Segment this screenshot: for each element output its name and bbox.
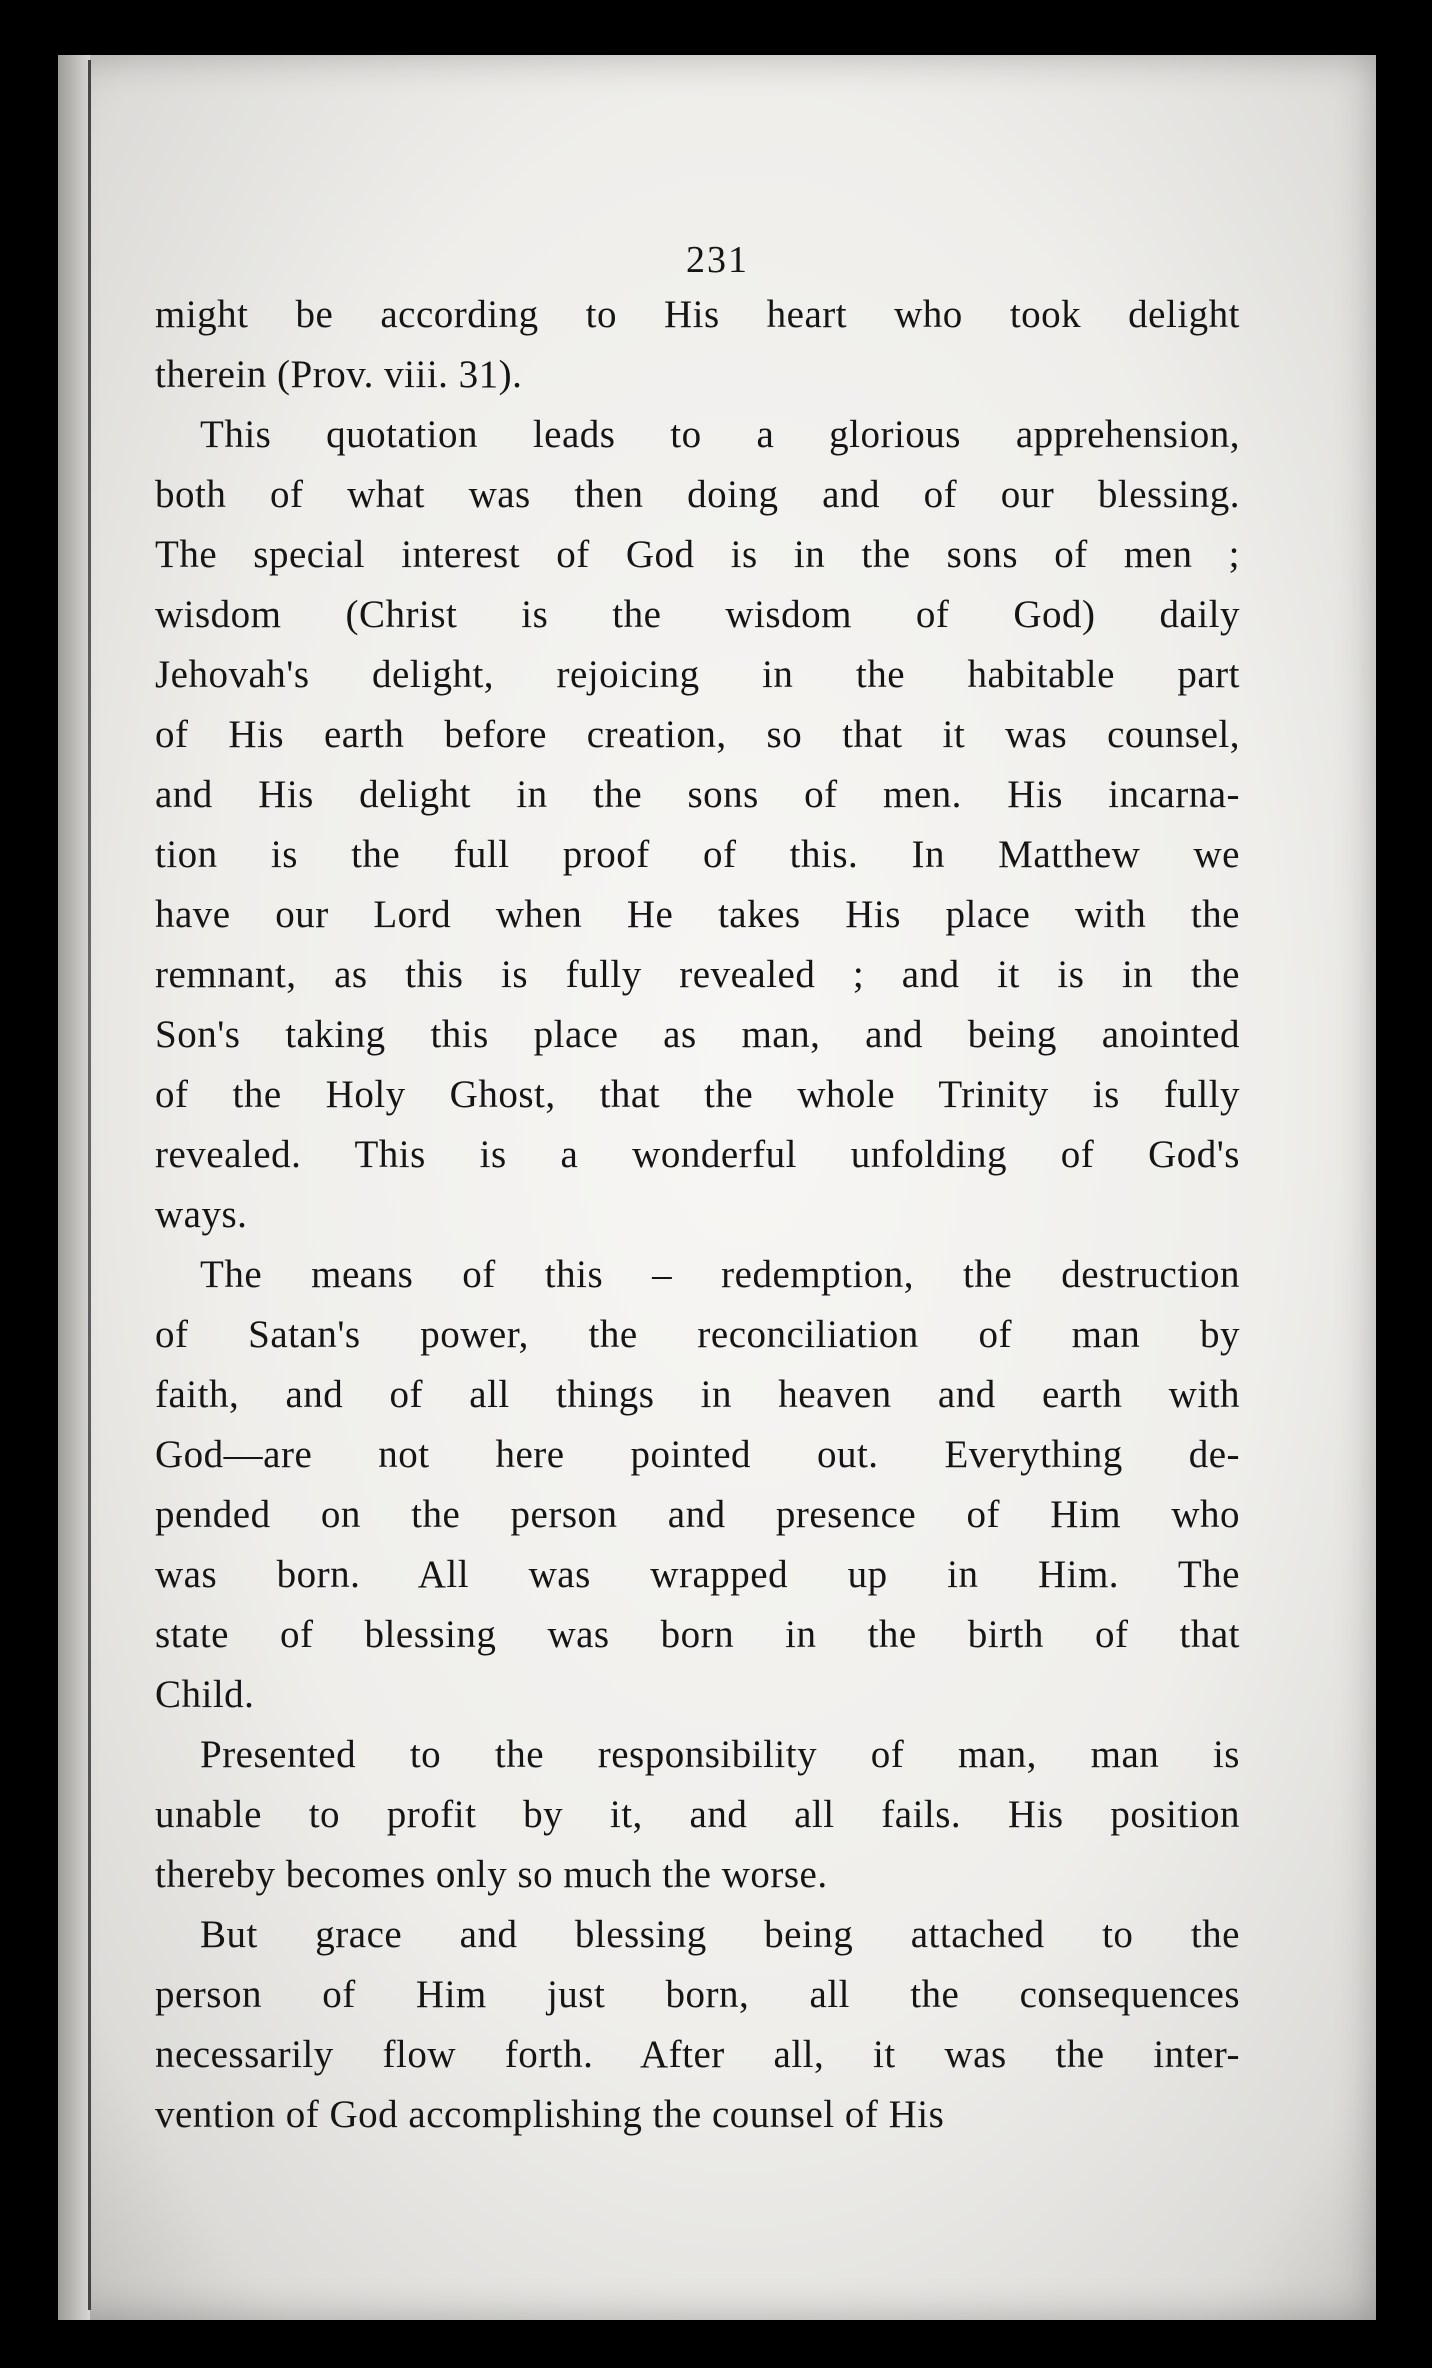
text-line: both of what was then doing and of our blessing. [155, 473, 1240, 516]
paragraph [155, 1245, 1240, 1725]
text-line: might be according to His heart who took delight [155, 293, 1240, 336]
text-line: The means of this – redemption, the destruction [200, 1253, 1240, 1296]
page-text [155, 240, 1240, 2145]
text-line: necessarily flow forth. After all, it was the inter- [155, 2033, 1240, 2076]
text-line: tion is the full proof of this. In Matthew we [155, 833, 1240, 876]
paragraph [155, 1725, 1240, 1905]
text-line: This quotation leads to a glorious apprehension, [200, 413, 1240, 456]
text-line: remnant, as this is fully revealed ; and it is in the [155, 953, 1240, 996]
text-line: But grace and blessing being attached to the [200, 1913, 1240, 1956]
text-line: unable to profit by it, and all fails. His position [155, 1793, 1240, 1836]
paragraph [155, 285, 1240, 405]
text-line: of His earth before creation, so that it was counsel, [155, 713, 1240, 756]
paragraph [155, 1905, 1240, 2145]
text-line: pended on the person and presence of Him who [155, 1493, 1240, 1536]
text-line: vention of God accomplishing the counsel of His [155, 2093, 945, 2136]
text-line: of Satan's power, the reconciliation of man by [155, 1313, 1240, 1356]
text-line: Son's taking this place as man, and being anointed [155, 1013, 1240, 1056]
paragraph [155, 405, 1240, 1245]
text-line: wisdom (Christ is the wisdom of God) daily [155, 593, 1240, 636]
text-line: revealed. This is a wonderful unfolding of God's [155, 1133, 1240, 1176]
text-line: ways. [155, 1193, 248, 1236]
text-line: Child. [155, 1673, 255, 1716]
text-line: faith, and of all things in heaven and earth with [155, 1373, 1240, 1416]
binding-edge [88, 60, 91, 2310]
text-line: and His delight in the sons of men. His incarna- [155, 773, 1240, 816]
text-line: The special interest of God is in the sons of men ; [155, 533, 1240, 576]
text-line: thereby becomes only so much the worse. [155, 1853, 828, 1896]
text-line: have our Lord when He takes His place with the [155, 893, 1240, 936]
text-line: Presented to the responsibility of man, man is [200, 1733, 1240, 1776]
page-number: 231 [686, 239, 749, 281]
page-gutter [58, 55, 90, 2320]
text-line: God—are not here pointed out. Everything de- [155, 1433, 1240, 1476]
text-line: was born. All was wrapped up in Him. The [155, 1553, 1240, 1596]
text-line: Jehovah's delight, rejoicing in the habitable part [155, 653, 1240, 696]
text-line: of the Holy Ghost, that the whole Trinity is fully [155, 1073, 1240, 1116]
text-line: therein (Prov. viii. 31). [155, 353, 523, 396]
text-line: state of blessing was born in the birth of that [155, 1613, 1240, 1656]
body-text [155, 285, 1240, 2145]
text-line: person of Him just born, all the consequences [155, 1973, 1240, 2016]
